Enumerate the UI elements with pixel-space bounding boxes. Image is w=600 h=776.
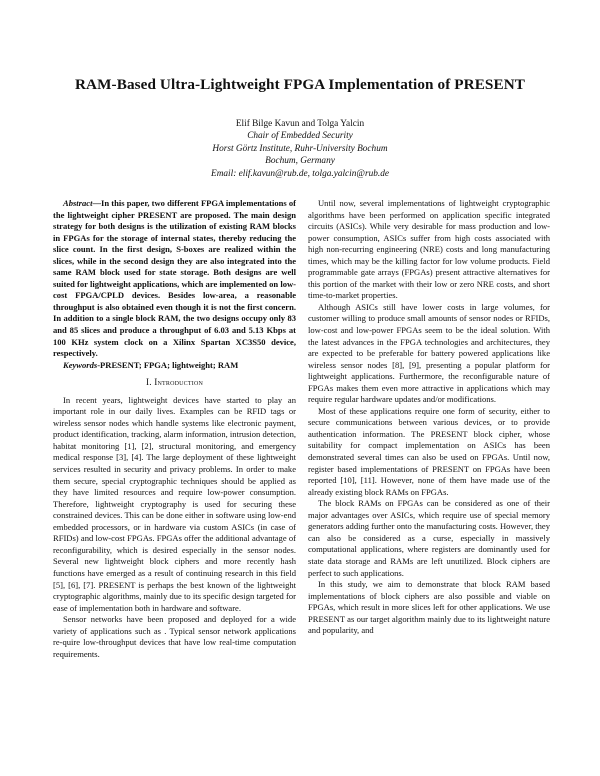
keywords-text: -PRESENT; FPGA; lightweight; RAM [97,359,239,370]
right-column [308,198,550,637]
abstract-lead: Abstract [63,198,93,208]
section-heading-introduction: I. Introduction [145,377,204,388]
author-names: Elif Bilge Kavun and Tolga Yalcin [235,119,365,129]
right-paragraph-4: The block RAMs on FPGAs can be considered as one of their major advantages over ASICs, which require use of special memory generators adding further onto the manufacturing costs. However, they can also be considered as a curse, especially in massively computational applications, where registers are dominantly used for state data storage and RAMs are left unutilized. Block ciphers are perfect to such applications. [308,498,550,578]
author-email: Email: elif.kavun@rub.de, tolga.yalcin@rub.de [211,168,389,179]
right-paragraph-2: Although ASICs still have lower costs in large volumes, for customer willing to produce small amounts of sensor nodes or RFIDs, low-cost and low-power FPGAs seem to be the ideal solution. With the latest advances in the FPGA technologies and architectures, they are expected to be preferable for battery powered applications like wireless sensor nodes [8], [9], presenting a popular platform for lightweight applications. Furthermore, the reconfigurable nature of FPGAs makes them even more attractive in applications which may require regular hardware updates and/or modifications. [308,301,550,405]
right-paragraph-1: Until now, several implementations of lightweight cryptographic algorithms have been performed on application specific integrated circuits (ASICs). While very desirable for mass production and low-power consumption, ASICs suffer from high costs associated with high non-recurring engineering (NRE) costs and long manufacturing times, which may be the killing factor for low volume products. Field programmable gate arrays (FPGAs) present attractive alternatives for this portion of the market with their low or zero NRE costs, and short time-to-market properties. [308,198,550,301]
author-affiliation-institute: Horst Görtz Institute, Ruhr-University Bochum [212,143,388,154]
right-paragraph-3: Most of these applications require one form of security, either to secure communications between various devices, or to provide authentication information. The PRESENT block cipher, whose suitability for compact implementation on ASICs has been demonstrated several times can also be used on FPGAs. Until now, register based implementations of PRESENT on FPGAs have been reported [10], [11]. However, none of them have made use of the already existing block RAMs on FPGAs. [308,405,550,497]
left-column [53,198,296,660]
abstract-text: —In this paper, two different FPGA implementations of the lightweight cipher PRESENT are proposed. The main design strategy for both designs is the utilization of existing RAM blocks in FPGAs for the storage of internal states, thereby reducing the slice count. In the first design, S-boxes are realized within the slices, while in the second design they are also integrated into the same RAM block used for state storage. Both designs are well suited for lightweight applications, which are implemented on low-cost FPGA/CPLD devices. Besides low-area, a reasonable throughput is also obtained even though it is not the first concern. In addition to a single block RAM, the two designs occupy only 83 and 85 slices and produce a throughput of 6.03 and 5.13 Kbps at 100 KHz system clock on a Xilinx Spartan XC3S50 device, respectively. [53,198,296,359]
keywords [53,360,296,372]
abstract [53,198,296,360]
left-paragraph-2: Sensor networks have been proposed and deployed for a wide variety of applications such as . Typical sensor network applications re-quire low-throughput devices that have low real-time computation requirements. [53,614,296,659]
author-location: Bochum, Germany [265,156,335,167]
right-paragraph-5: In this study, we aim to demonstrate that block RAM based implementations of block ciphers are also possible and viable on FPGAs, which result in more slices left for other applications. We use PRESENT as our target algorithm mainly due to its lightweight nature and popularity, and [308,579,550,636]
author-affiliation-chair: Chair of Embedded Security [247,131,353,142]
paper-title: RAM-Based Ultra-Lightweight FPGA Implementation of PRESENT [74,76,526,93]
left-paragraph-1: In recent years, lightweight devices have started to play an important role in our daily lives. Examples can be RFID tags or wireless sensor nodes which handle systems like electronic payment, product identification, tracking, alarm information, intrusion detection, habitat monitoring [1], [2], structural monitoring, and emergency medical response [3], [4]. The large deployment of these lightweight services resulted in security and privacy problems. In order to make them secure, special cryptographic techniques should be applied as they have limited resources and require low-power consumption. Therefore, lightweight cryptography is used for securing these constrained devices. This can be done either in software using low-end embedded processors, or in hardware via custom ASICs (in case of RFIDs) and low-cost FPGAs. FPGAs offer the additional advantage of reconfigurability, which is desired especially in the sensor nodes. Several new lightweight block ciphers and more recently hash functions have emerged as a result of continuing research in this field [5], [6], [7]. PRESENT is perhaps the best known of the lightweight cryptographic algorithms, mainly due to its specific design targeted for ease of implementation both in hardware and software. [53,394,296,613]
keywords-lead: Keywords [63,359,98,370]
author-block [0,118,600,180]
